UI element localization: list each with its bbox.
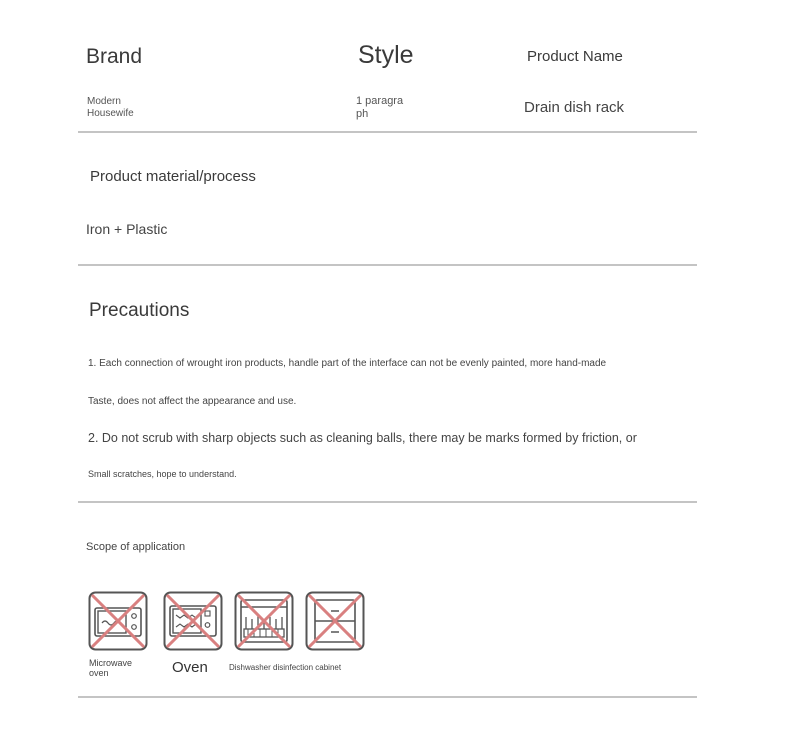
divider [78, 264, 697, 266]
divider [78, 696, 697, 698]
product-name-label: Product Name [527, 48, 623, 65]
microwave-icon [88, 591, 148, 651]
dishwasher-label: Dishwasher disinfection cabinet [229, 663, 342, 672]
scope-title: Scope of application [86, 541, 186, 553]
divider [78, 131, 697, 133]
product-name-value: Drain dish rack [524, 99, 625, 116]
disinfection-cabinet-icon [305, 591, 365, 651]
precaution-2-line-1: 2. Do not scrub with sharp objects such as cleaning balls, there may be marks formed by friction, or [88, 431, 637, 445]
microwave-label: Microwave oven [89, 658, 133, 678]
oven-label: Oven [172, 659, 208, 676]
dishwasher-icon [234, 591, 294, 651]
precautions-title: Precautions [89, 300, 190, 321]
precaution-1-line-1: 1. Each connection of wrought iron products, handle part of the interface can not be evenly painted, more hand-made [88, 358, 607, 369]
oven-icon [163, 591, 223, 651]
brand-value: Modern Housewife [87, 96, 134, 119]
precaution-1-line-2: Taste, does not affect the appearance and use. [88, 396, 297, 407]
material-title: Product material/process [90, 168, 256, 185]
divider [78, 501, 697, 503]
style-label: Style [358, 41, 414, 69]
material-value: Iron + Plastic [86, 221, 168, 237]
brand-label: Brand [86, 45, 143, 68]
precaution-2-line-2: Small scratches, hope to understand. [88, 469, 237, 479]
style-value: 1 paragraph [356, 95, 404, 120]
